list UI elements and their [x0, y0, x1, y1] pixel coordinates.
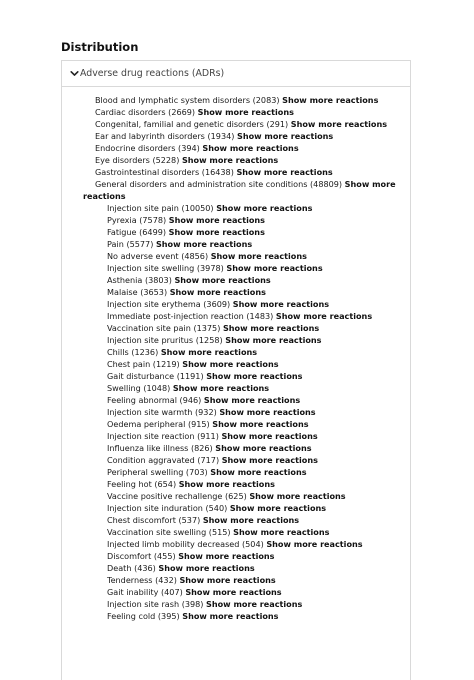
reaction-row — [107, 382, 269, 394]
category-row — [95, 154, 278, 166]
show-more-reactions-link[interactable]: Show more reactions — [236, 131, 334, 141]
reaction-row — [107, 490, 346, 502]
show-more-reactions-link[interactable]: Show more reactions — [178, 551, 275, 561]
show-more-reactions-link[interactable]: Show more reactions — [249, 491, 346, 501]
reaction-name: Vaccine positive rechallenge — [107, 491, 223, 501]
reaction-count: (3609) — [203, 299, 231, 309]
show-more-reactions-link[interactable]: Show more reactions — [178, 479, 275, 489]
reaction-count: (1375) — [193, 323, 221, 333]
reaction-name: Discomfort — [107, 551, 152, 561]
show-more-reactions-link[interactable]: Show more reactions — [168, 227, 265, 237]
reaction-count: (946) — [179, 395, 202, 405]
reaction-name: Gait inability — [107, 587, 159, 597]
show-more-reactions-link[interactable]: Show more reactions — [221, 431, 318, 441]
reaction-row — [107, 226, 265, 238]
show-more-reactions-link[interactable]: Show more reactions — [212, 419, 309, 429]
reaction-count: (3803) — [144, 275, 172, 285]
reaction-name: Asthenia — [107, 275, 143, 285]
reaction-count: (48809) — [310, 179, 343, 189]
reaction-row — [107, 538, 363, 550]
category-name: Eye disorders — [95, 155, 150, 165]
reaction-count: (455) — [153, 551, 176, 561]
category-row — [95, 130, 333, 142]
reaction-row — [107, 262, 323, 274]
show-more-reactions-link[interactable]: Show more reactions — [202, 143, 299, 153]
reaction-count: (654) — [154, 479, 177, 489]
reaction-count: (932) — [195, 407, 217, 417]
reaction-row — [107, 274, 271, 286]
reaction-count: (5228) — [152, 155, 180, 165]
reaction-count: (1219) — [152, 359, 180, 369]
reaction-name: Chest pain — [107, 359, 151, 369]
show-more-reactions-link[interactable]: Show more reactions — [225, 335, 322, 345]
reaction-count: (4856) — [181, 251, 209, 261]
reaction-count: (515) — [208, 527, 231, 537]
reaction-name: Injection site erythema — [107, 299, 201, 309]
reaction-row — [107, 598, 302, 610]
show-more-reactions-link[interactable]: Show more reactions — [197, 107, 294, 117]
category-row — [95, 166, 333, 178]
reaction-row — [107, 574, 276, 586]
reaction-count: (826) — [190, 443, 213, 453]
show-more-reactions-link[interactable]: Show more reactions — [219, 407, 316, 417]
category-row — [95, 142, 299, 154]
reaction-name: Injection site reaction — [107, 431, 195, 441]
reaction-row — [107, 526, 329, 538]
reaction-row — [107, 250, 307, 262]
reaction-count: (911) — [197, 431, 219, 441]
show-more-reactions-link[interactable]: Show more reactions — [206, 599, 303, 609]
show-more-reactions-link[interactable]: Show more reactions — [158, 563, 255, 573]
reaction-count: (504) — [241, 539, 264, 549]
reaction-name: Injection site pruritus — [107, 335, 194, 345]
show-more-reactions-link[interactable]: Show more reactions — [174, 275, 271, 285]
reaction-row — [107, 322, 319, 334]
reaction-count: (6499) — [139, 227, 167, 237]
reaction-name: Injection site pain — [107, 203, 179, 213]
reaction-count: (407) — [161, 587, 183, 597]
category-row — [95, 94, 378, 106]
category-name: Cardiac disorders — [95, 107, 166, 117]
reaction-name: Chills — [107, 347, 129, 357]
category-row — [95, 118, 387, 130]
show-more-reactions-link[interactable]: Show more reactions — [282, 95, 379, 105]
reaction-row — [107, 586, 282, 598]
reaction-name: Tenderness — [107, 575, 153, 585]
reaction-count: (1258) — [195, 335, 223, 345]
reaction-name: Pyrexia — [107, 215, 137, 225]
reaction-row — [107, 238, 252, 250]
reaction-count: (436) — [134, 563, 156, 573]
category-name: Endocrine disorders — [95, 143, 176, 153]
reaction-count: (717) — [197, 455, 220, 465]
reaction-count: (1048) — [143, 383, 171, 393]
reaction-row — [107, 286, 266, 298]
reaction-name: Feeling abnormal — [107, 395, 177, 405]
reaction-name: Injection site swelling — [107, 263, 195, 273]
category-name: Gastrointestinal disorders — [95, 167, 200, 177]
reaction-row — [107, 418, 309, 430]
category-row — [95, 178, 396, 190]
show-more-reactions-link[interactable]: Show more reactions — [179, 575, 276, 585]
reaction-name: Malaise — [107, 287, 138, 297]
reaction-name: Chest discomfort — [107, 515, 176, 525]
show-more-reactions-link[interactable]: Show more reactions — [226, 263, 323, 273]
reaction-count: (7578) — [139, 215, 167, 225]
show-more-reactions-link[interactable]: Show more reactions — [202, 515, 300, 525]
reaction-count: (16438) — [201, 167, 234, 177]
reaction-name: Injection site warmth — [107, 407, 193, 417]
accordion-label: Adverse drug reactions (ADRs) — [80, 68, 225, 79]
reaction-count: (394) — [178, 143, 200, 153]
reaction-row — [107, 394, 300, 406]
category-name: Congenital, familial and genetic disorders — [95, 119, 264, 129]
reaction-count: (1191) — [176, 371, 204, 381]
show-more-reactions-link[interactable]: Show more reactions — [236, 167, 333, 177]
reaction-count: (3653) — [140, 287, 168, 297]
show-more-reactions-link[interactable]: Show more reactions — [233, 527, 330, 537]
show-more-reactions-link[interactable]: Show more — [344, 179, 396, 189]
reaction-row — [107, 466, 307, 478]
reaction-row — [107, 310, 372, 322]
reaction-name: Vaccination site swelling — [107, 527, 207, 537]
reaction-count: (291) — [266, 119, 289, 129]
reaction-row — [107, 202, 312, 214]
reaction-count: (540) — [205, 503, 228, 513]
reaction-count: (1236) — [131, 347, 159, 357]
reaction-row — [107, 514, 299, 526]
show-more-reactions-link[interactable]: Show more reactions — [210, 251, 307, 261]
reaction-name: Immediate post-injection reaction — [107, 311, 244, 321]
show-more-reactions-link[interactable]: Show more reactions — [203, 395, 301, 405]
reaction-count: (537) — [178, 515, 201, 525]
reaction-count: (3978) — [196, 263, 224, 273]
reaction-count: (2669) — [168, 107, 196, 117]
reaction-count: (10050) — [181, 203, 214, 213]
category-name: General disorders and administration site conditions — [95, 179, 308, 189]
reaction-row — [107, 442, 312, 454]
reaction-count: (1483) — [246, 311, 274, 321]
reaction-name: Death — [107, 563, 132, 573]
reaction-count: (395) — [157, 611, 180, 621]
show-more-reactions-link[interactable]: Show more reactions — [266, 539, 363, 549]
reaction-name: Oedema peripheral — [107, 419, 186, 429]
reaction-row — [107, 430, 318, 442]
show-more-reactions-link[interactable]: Show more reactions — [216, 203, 313, 213]
category-name: Ear and labyrinth disorders — [95, 131, 205, 141]
reaction-name: Injected limb mobility decreased — [107, 539, 240, 549]
section-title: Distribution — [61, 40, 139, 54]
show-more-reactions-link[interactable]: Show more reactions — [215, 443, 312, 453]
show-more-reactions-link[interactable]: Show more reactions — [172, 383, 270, 393]
reaction-name: Swelling — [107, 383, 141, 393]
show-more-reactions-link[interactable]: Show more reactions — [160, 347, 258, 357]
show-more-reactions-link[interactable]: Show more reactions — [210, 467, 307, 477]
reaction-row — [107, 550, 274, 562]
reaction-row — [107, 214, 265, 226]
reaction-count: (1934) — [207, 131, 235, 141]
reaction-row — [107, 370, 302, 382]
show-more-reactions-link[interactable]: Show more reactions — [275, 311, 373, 321]
reaction-row — [107, 346, 257, 358]
reaction-name: Injection site induration — [107, 503, 203, 513]
reaction-name: Feeling cold — [107, 611, 156, 621]
reaction-row — [107, 298, 329, 310]
reaction-row — [107, 562, 255, 574]
reaction-row — [107, 406, 316, 418]
reaction-row — [107, 610, 279, 622]
reaction-row — [107, 454, 318, 466]
reaction-name: Gait disturbance — [107, 371, 175, 381]
show-more-reactions-link[interactable]: Show more reactions — [229, 503, 327, 513]
show-more-reactions-link[interactable]: Show more reactions — [182, 611, 279, 621]
reaction-name: Feeling hot — [107, 479, 152, 489]
show-more-reactions-link[interactable]: Show more reactions — [232, 299, 330, 309]
show-more-reactions-link-wrap[interactable]: reactions — [83, 191, 126, 201]
reaction-name: Condition aggravated — [107, 455, 195, 465]
reaction-count: (5577) — [126, 239, 154, 249]
reaction-count: (703) — [185, 467, 208, 477]
reaction-name: Pain — [107, 239, 124, 249]
show-more-reactions-link[interactable]: Show more reactions — [185, 587, 282, 597]
chevron-down-icon — [70, 69, 79, 78]
reaction-name: Peripheral swelling — [107, 467, 184, 477]
show-more-reactions-link[interactable]: Show more reactions — [155, 239, 253, 249]
reaction-row — [107, 334, 322, 346]
reaction-name: Injection site rash — [107, 599, 180, 609]
reaction-count: (625) — [225, 491, 247, 501]
show-more-reactions-link[interactable]: Show more reactions — [221, 455, 318, 465]
show-more-reactions-link[interactable]: Show more reactions — [290, 119, 388, 129]
reaction-row — [107, 478, 275, 490]
reaction-count: (432) — [155, 575, 177, 585]
accordion-header[interactable] — [62, 61, 410, 87]
show-more-reactions-link[interactable]: Show more reactions — [206, 371, 303, 381]
reaction-count: (398) — [181, 599, 204, 609]
show-more-reactions-link[interactable]: Show more reactions — [169, 287, 266, 297]
reaction-name: Fatigue — [107, 227, 137, 237]
reaction-row — [107, 502, 326, 514]
reaction-count: (915) — [187, 419, 210, 429]
show-more-reactions-link[interactable]: Show more reactions — [168, 215, 265, 225]
category-row — [95, 106, 294, 118]
show-more-reactions-link[interactable]: Show more reactions — [181, 155, 279, 165]
category-name: Blood and lymphatic system disorders — [95, 95, 251, 105]
show-more-reactions-link[interactable]: Show more reactions — [222, 323, 320, 333]
reaction-name: No adverse event — [107, 251, 179, 261]
show-more-reactions-link[interactable]: Show more reactions — [182, 359, 279, 369]
reaction-name: Vaccination site pain — [107, 323, 191, 333]
reaction-count: (2083) — [252, 95, 280, 105]
reaction-row — [107, 358, 279, 370]
reaction-name: Influenza like illness — [107, 443, 189, 453]
